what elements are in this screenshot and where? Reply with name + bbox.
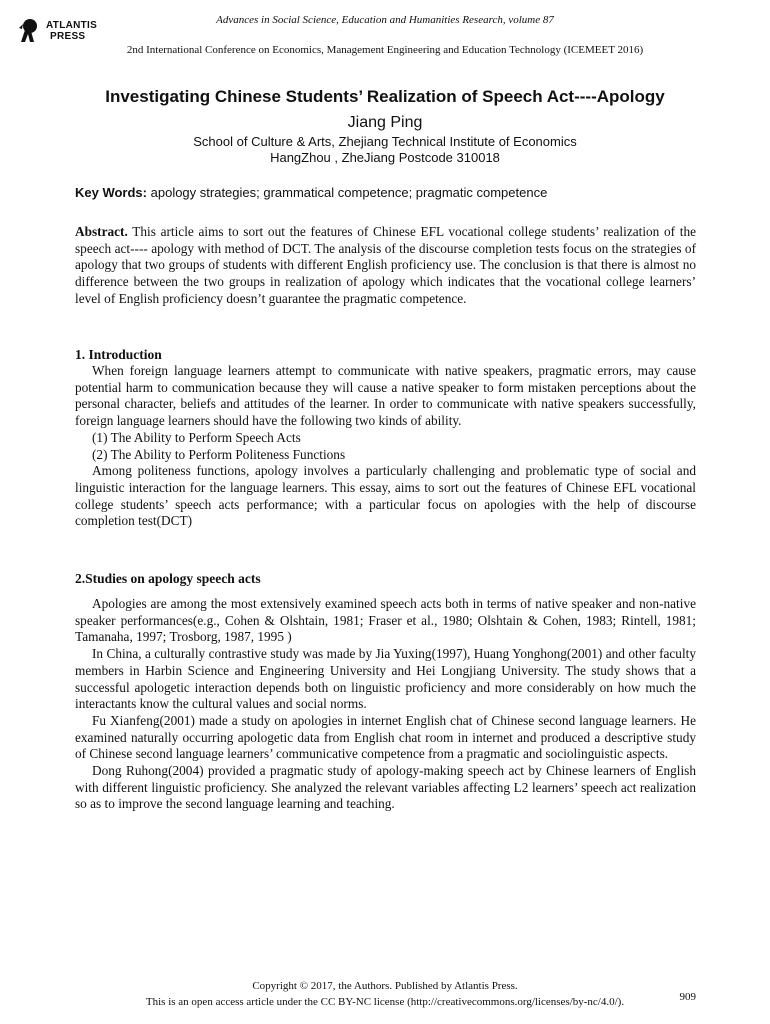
copyright-notice: Copyright © 2017, the Authors. Published by Atlantis Press. xyxy=(252,980,518,992)
abstract-label: Abstract. xyxy=(75,224,128,239)
paragraph: In China, a culturally contrastive study was made by Jia Yuxing(1997), Huang Yonghong(2001) and other faculty members in Harbin Science and Engineering University and Hei Longjiang University. The study shows that a successful apologetic interaction depends both on linguistic proficiency and more considerably on how much the interactants know the cultural values and social norms. xyxy=(75,646,696,712)
section-1-heading: 1. Introduction xyxy=(75,347,162,362)
publisher-name-line2: PRESS xyxy=(50,31,86,42)
paragraph: Fu Xianfeng(2001) made a study on apologies in internet English chat of Chinese second language learners. He examined naturally occurring apologetic data from English chat room in internet and produced a descriptive study of Chinese second language learners’ communicative competence from a pragmatic and sociolinguistic aspects. xyxy=(75,712,696,762)
paper-title: Investigating Chinese Students’ Realization of Speech Act----Apology xyxy=(105,87,665,106)
publisher-name-line1: ATLANTIS xyxy=(46,20,98,31)
paragraph: When foreign language learners attempt to communicate with native speakers, pragmatic errors, may cause potential harm to communication because they will cause a native speaker to form mistaken perceptions about the personal character, beliefs and attitudes of the learner. In order to communicate with native speakers successfully, foreign language learners should have the following two kinds of ability. xyxy=(75,363,696,429)
affiliation-line2: HangZhou , ZheJiang Postcode 310018 xyxy=(270,150,500,165)
affiliation-line1: School of Culture & Arts, Zhejiang Technical Institute of Economics xyxy=(193,134,577,149)
abstract xyxy=(75,224,696,308)
keywords-label: Key Words: xyxy=(75,185,147,200)
license-notice: This is an open access article under the CC BY-NC license (http://creativecommons.org/licenses/by-nc/4.0/). xyxy=(145,996,625,1008)
paragraph: Dong Ruhong(2004) provided a pragmatic study of apology-making speech act by Chinese learners of English with different linguistic proficiency. She analyzed the relevant variables affecting L2 learners’ speech act realization so as to improve the second language learning and teaching. xyxy=(75,763,696,812)
paragraph: Apologies are among the most extensively examined speech acts both in terms of native speaker and non-native speaker performances(e.g., Cohen & Olshtain, 1981; Fraser et al., 1980; Olshtain & Cohen, 1983; Rintell, 1981; Tamanaha, 1997; Trosborg, 1987, 1995 ) xyxy=(75,596,696,645)
page-number: 909 xyxy=(679,991,696,1003)
section-2-body xyxy=(75,596,696,813)
abstract-text: This article aims to sort out the features of Chinese EFL vocational college students’ realization of the speech act---- apology with method of DCT. The analysis of the discourse completion tests focus on the strategies of apology that two groups of students with different English proficiency use. The conclusion is that there is almost no difference between the two groups in realization of apology which indicates that the vocational college learners’ level of English proficiency doesn’t guarantee the pragmatic competence. xyxy=(75,224,696,306)
keywords xyxy=(75,185,547,200)
list-item: (2) The Ability to Perform Politeness Functions xyxy=(92,446,346,462)
conference-header: 2nd International Conference on Economics, Management Engineering and Education Technology (ICEMEET 2016) xyxy=(126,44,644,56)
section-2-heading: 2.Studies on apology speech acts xyxy=(75,571,261,586)
paper-author: Jiang Ping xyxy=(347,114,423,131)
keywords-text: apology strategies; grammatical competence; pragmatic competence xyxy=(150,185,548,200)
section-1-body xyxy=(75,363,696,530)
journal-header: Advances in Social Science, Education and Humanities Research, volume 87 xyxy=(216,14,554,26)
paragraph: Among politeness functions, apology involves a particularly challenging and problematic type of social and linguistic interaction for the language learners. This essay, aims to sort out the features of Chinese EFL vocational college students’ speech acts performance; with a particular focus on apologies with the help of discourse completion test(DCT) xyxy=(75,463,696,529)
list-item: (1) The Ability to Perform Speech Acts xyxy=(92,429,301,445)
